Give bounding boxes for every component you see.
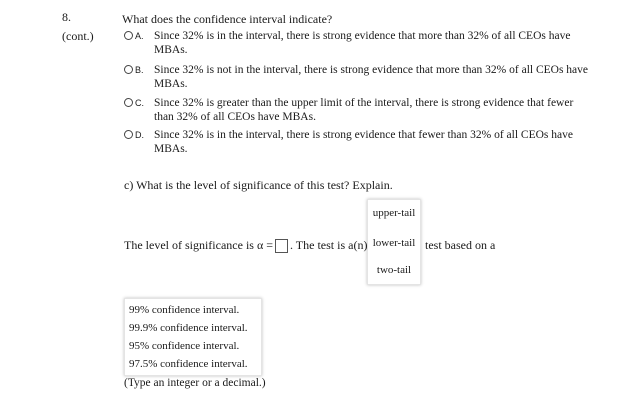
- radio-b[interactable]: [124, 65, 133, 74]
- question-text: What does the confidence interval indicate?: [122, 12, 333, 26]
- input-hint: (Type an integer or a decimal.): [124, 377, 266, 389]
- radio-c[interactable]: [124, 98, 133, 107]
- confidence-option-99-9[interactable]: 99.9% confidence interval.: [129, 322, 248, 334]
- continued-label: (cont.): [62, 29, 94, 43]
- option-b-text: Since 32% is not in the interval, there is strong evidence that more than 32% of all CEOs have MBAs.: [154, 64, 589, 90]
- tail-option-two[interactable]: two-tail: [376, 264, 412, 276]
- tail-option-lower[interactable]: lower-tail: [372, 237, 416, 249]
- tail-option-upper[interactable]: upper-tail: [372, 207, 416, 219]
- tail-dropdown[interactable]: [367, 199, 421, 285]
- option-d-text: Since 32% is in the interval, there is strong evidence that fewer than 32% of all CEOs have MBAs.: [154, 129, 573, 155]
- option-d-letter: D.: [135, 130, 144, 140]
- option-b-letter: B.: [135, 65, 144, 75]
- confidence-option-97-5[interactable]: 97.5% confidence interval.: [129, 358, 248, 370]
- radio-a[interactable]: [124, 31, 133, 40]
- option-a-text: Since 32% is in the interval, there is strong evidence that more than 32% of all CEOs have MBAs.: [154, 30, 571, 56]
- part-c-question: c) What is the level of significance of this test? Explain.: [124, 178, 393, 192]
- confidence-option-95[interactable]: 95% confidence interval.: [129, 340, 240, 352]
- confidence-dropdown[interactable]: [124, 298, 262, 376]
- alpha-input[interactable]: [275, 239, 288, 253]
- significance-prefix: The level of significance is α =: [124, 238, 274, 252]
- confidence-option-99[interactable]: 99% confidence interval.: [129, 304, 240, 316]
- significance-sentence: [124, 238, 367, 253]
- test-prefix: . The test is a(n): [290, 238, 368, 252]
- question-number: 8.: [62, 10, 71, 24]
- option-c-text: Since 32% is greater than the upper limit of the interval, there is strong evidence that fewer than 32% of all CEOs have MBAs.: [154, 97, 574, 123]
- test-suffix: test based on a: [425, 238, 496, 252]
- option-c-letter: C.: [135, 98, 144, 108]
- radio-d[interactable]: [124, 130, 133, 139]
- option-a-letter: A.: [135, 31, 144, 41]
